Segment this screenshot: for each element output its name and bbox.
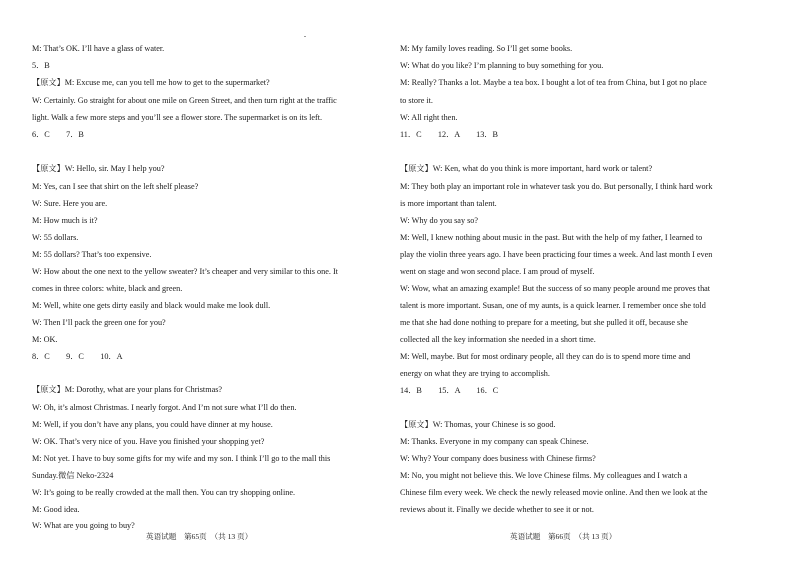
text-line: M: Yes, can I see that shirt on the left shelf please? [32,182,199,191]
right-page [400,0,800,565]
text-line: 【原文】W: Hello, sir. May I help you? [32,164,165,173]
text-line: M: Well, I knew nothing about music in the past. But with the help of my father, I learned to [400,233,703,242]
text-line: reviews about it. Finally we decide whether to see it or not. [400,505,594,514]
text-line: energy on what they are trying to accomplish. [400,369,550,378]
text-line: Chinese film every week. We check the newly released movie online. And then we look at the [400,488,708,497]
text-line: M: They both play an important role in whatever task you do. But personally, I think hard work [400,182,713,191]
answer-line: 5．B [32,61,50,70]
text-line: W: All right then. [400,113,458,122]
text-line: M: Well, maybe. But for most ordinary people, all they can do is to spend more time and [400,352,691,361]
text-line: 【原文】M: Dorothy, what are your plans for Christmas? [32,385,223,394]
text-line: W: Sure. Here you are. [32,199,108,208]
text-line: M: That’s OK. I’ll have a glass of water. [32,44,165,53]
text-line: went on stage and won second place. I am proud of myself. [400,267,595,276]
answer-line: 6．C 7．B [32,130,84,139]
answer-line: 8．C 9．C 10．A [32,352,123,361]
text-line: M: My family loves reading. So I’ll get some books. [400,44,573,53]
text-line: M: Good idea. [32,505,80,514]
text-line: M: 55 dollars? That’s too expensive. [32,250,152,259]
text-line: W: Oh, it’s almost Christmas. I nearly forgot. And I’m not sure what I’ll do then. [32,403,297,412]
scan-mark [304,36,306,37]
text-line: M: Well, if you don’t have any plans, you could have dinner at my house. [32,420,273,429]
text-line: talent is more important. Susan, one of my aunts, is a quick learner. I remember once she told [400,301,706,310]
text-line: M: OK. [32,335,58,344]
text-line: Sunday.微信 Neko-2324 [32,471,114,480]
text-line: W: Certainly. Go straight for about one mile on Green Street, and then turn right at the traffic [32,96,337,105]
text-line: 【原文】W: Ken, what do you think is more important, hard work or talent? [400,164,653,173]
text-line: W: 55 dollars. [32,233,79,242]
text-line: 【原文】M: Excuse me, can you tell me how to get to the supermarket? [32,78,270,87]
text-line: W: What are you going to buy? [32,521,135,530]
text-line: to store it. [400,96,433,105]
text-line: comes in three colors: white, black and green. [32,284,183,293]
text-line: W: It’s going to be really crowded at the mall then. You can try shopping online. [32,488,296,497]
text-line: play the violin three years ago. I have been practicing four times a week. And last month I even [400,250,713,259]
text-line: is more important than talent. [400,199,497,208]
text-line: W: Why? Your company does business with Chinese firms? [400,454,596,463]
page-footer: 英语试题 第65页 （共 13 页） [146,532,253,541]
text-line: M: Not yet. I have to buy some gifts for my wife and my son. I think I’ll go to the mall this [32,454,331,463]
text-line: M: How much is it? [32,216,98,225]
text-line: M: No, you might not believe this. We love Chinese films. My colleagues and I watch a [400,471,688,480]
answer-line: 11．C 12．A 13．B [400,130,498,139]
text-line: 【原文】W: Thomas, your Chinese is so good. [400,420,556,429]
text-line: light. Walk a few more steps and you’ll see a flower store. The supermarket is on its left. [32,113,323,122]
text-line: W: Then I’ll pack the green one for you? [32,318,166,327]
text-line: collected all the key information she needed in a short time. [400,335,596,344]
text-line: W: How about the one next to the yellow sweater? It’s cheaper and very similar to this one. It [32,267,338,276]
text-line: W: Wow, what an amazing example! But the success of so many people around me proves that [400,284,711,293]
text-line: W: OK. That’s very nice of you. Have you finished your shopping yet? [32,437,265,446]
page-footer: 英语试题 第66页 （共 13 页） [510,532,617,541]
text-line: W: Why do you say so? [400,216,478,225]
text-line: me that she had done nothing to prepare for a meeting, but she pulled it off, because she [400,318,688,327]
text-line: M: Thanks. Everyone in my company can speak Chinese. [400,437,589,446]
text-line: W: What do you like? I’m planning to buy something for you. [400,61,604,70]
text-line: M: Really? Thanks a lot. Maybe a tea box. I bought a lot of tea from China, but I got no place [400,78,707,87]
answer-line: 14．B 15．A 16．C [400,386,499,395]
text-line: M: Well, white one gets dirty easily and black would make me look dull. [32,301,271,310]
